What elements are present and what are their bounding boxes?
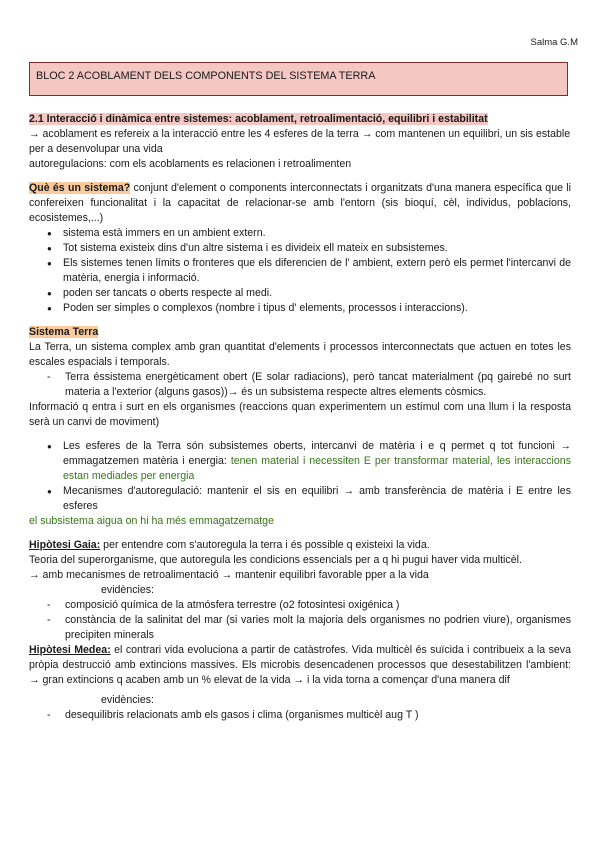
list-item: ● sistema està immers en un ambient extern. <box>63 226 571 241</box>
gaia-evidences-label: evidències: <box>101 584 154 596</box>
list-item: - constància de la salinitat del mar (si varies molt la majoria dels organismes no podrien viure), organismes precipiten minerals <box>65 613 571 643</box>
author-name: Salma G.M <box>530 37 578 48</box>
document-content <box>29 112 571 723</box>
terra-bullets <box>29 439 571 514</box>
medea-evidences-list <box>29 708 571 723</box>
subsistema-aigua-note: el subsistema aigua on hi ha més emmagatzematge <box>29 515 274 527</box>
list-item: ● poden ser tancats o oberts respecte al medi. <box>63 286 571 301</box>
medea-term: Hipòtesi Medea: <box>29 644 111 656</box>
gaia-line2: Teoria del superorganisme, que autoregula les condicions essencials per a q hi pugui haver vida multicèl. <box>29 554 522 566</box>
sistema-terra-dash-list <box>29 370 571 400</box>
sistema-terra-heading: Sistema Terra <box>29 326 99 338</box>
list-item: - Terra éssistema energèticament obert (E solar radiacions), però tancat materialment (pq gairebé no surt materia a l'exterior (alguns gasos))→ és un subsistema respecte altres elements còsmics. <box>65 370 571 400</box>
sistema-bullets <box>29 226 571 316</box>
gaia-line3: → amb mecanismes de retroalimentació → mantenir equilibri favorable pper a la vida <box>29 569 429 581</box>
medea-definition: Hipòtesi Medea: el contrari vida evoluciona a partir de catàstrofes. Vida multicèl és suïcida i contribueix a la seva pròpia destrucció amb extincions massives. Els microbis desencadenen processos que desestabilitzen l'ambient: → gran extincions q acaben amb un % elevat de la vida → i la vida torna a començar d'una manera dif <box>29 644 571 686</box>
sistema-terra-intro: La Terra, un sistema complex amb gran quantitat d'elements i processos interconnectats que actuen en totes les escales espacials i temporals. <box>29 341 571 368</box>
list-item: ● Mecanismes d'autoregulació: mantenir el sis en equilibri → amb transferència de matèria i E entre les esferes <box>63 484 571 514</box>
list-item: ● Les esferes de la Terra són subsistemes oberts, intercanvi de matèria i e q permet q tot funcioni → emmagatzemen matèria i energia: tenen material i necessiten E per transformar material, les interaccions estan mediades per energia <box>63 439 571 484</box>
bloc-title: BLOC 2 ACOBLAMENT DELS COMPONENTS DEL SISTEMA TERRA <box>36 70 376 82</box>
list-item: ● Poden ser simples o complexos (nombre i tipus d' elements, processos i interaccions). <box>63 301 571 316</box>
list-item: - desequilibris relacionats amb els gasos i clima (organismes multicèl aug T ) <box>65 708 571 723</box>
gaia-term: Hipòtesi Gaia: <box>29 539 101 551</box>
medea-evidences-label: evidències: <box>101 694 154 706</box>
bloc-title-box <box>29 62 568 96</box>
informacio-paragraph: Informació q entra i surt en els organismes (reaccions quan experimentem un estímul com una llum i la resposta serà un canvi de moviment) <box>29 401 571 428</box>
list-item: - composició química de la atmósfera terrestre (o2 fotosintesi oxigénica ) <box>65 598 571 613</box>
gaia-evidences-list <box>29 598 571 643</box>
section-2-1-line2: autoregulacions: com els acoblaments es relacionen i retroalimenten <box>29 158 352 170</box>
list-item: ● Els sistemes tenen límits o fronteres que els diferencien de l' ambient, extern però els permet l'intercanvi de matèria, energia i informació. <box>63 256 571 286</box>
sistema-term: Què és un sistema? <box>29 182 131 194</box>
section-2-1-heading: 2.1 Interacció i dinàmica entre sistemes: acoblament, retroalimentació, equilibri i estabilitat <box>29 113 488 125</box>
section-2-1-line1: → acoblament es refereix a la interacció entre les 4 esferes de la terra → com mantenen un equilibri, un sis estable per a desenvolupar una vida <box>29 128 571 155</box>
gaia-definition: Hipòtesi Gaia: per entendre com s'autoregula la terra i és possible q existeixi la vida. <box>29 539 430 551</box>
sistema-definition: Què és un sistema? conjunt d'element o components interconnectats i organitzats d'una manera específica que li confereixen funcionalitat i la capacitat de relacionar-se amb l'entorn (sis bioquí, cèl, individus, poblacions, ecosistemes,...) <box>29 182 572 224</box>
list-item: ● Tot sistema existeix dins d'un altre sistema i es divideix ell mateix en subsistemes. <box>63 241 571 256</box>
